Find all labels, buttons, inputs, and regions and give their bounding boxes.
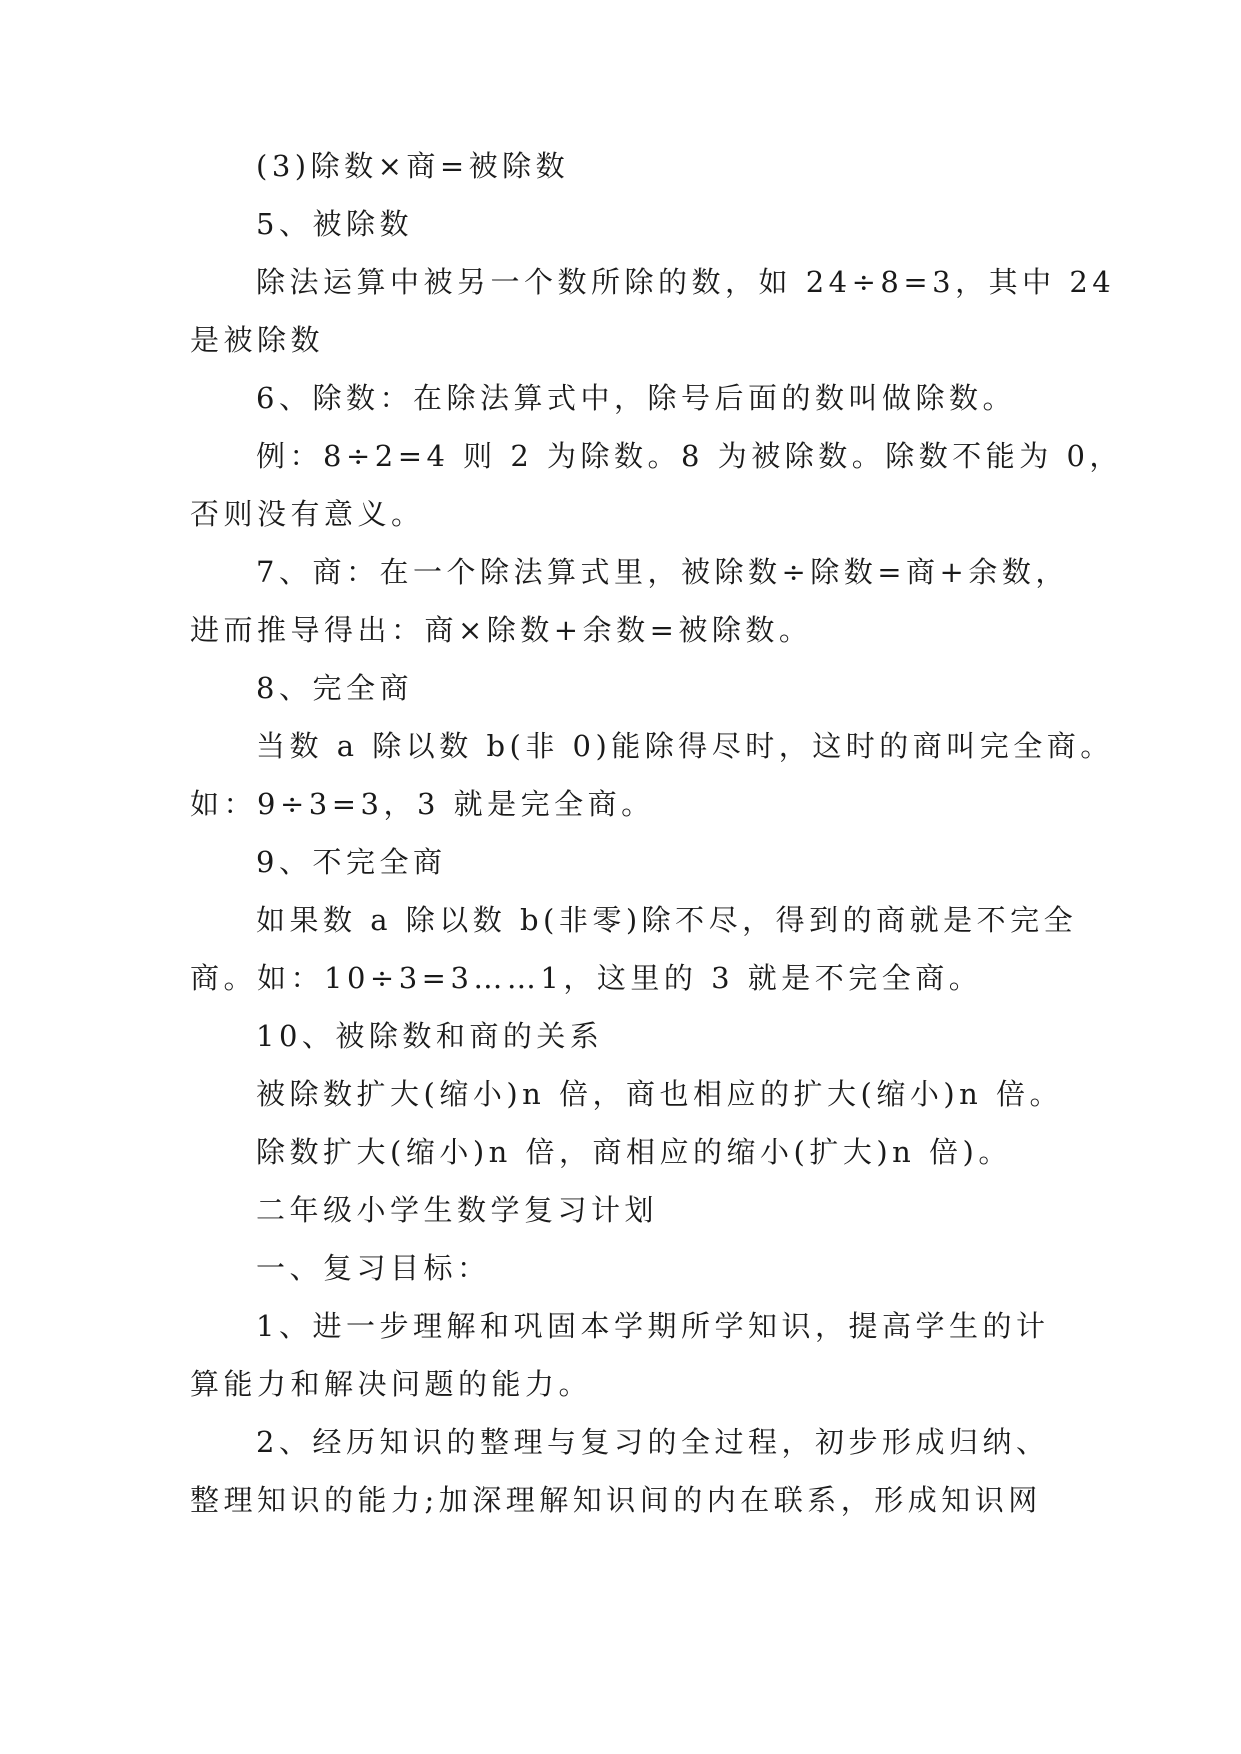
text-line: 如果数 a 除以数 b(非零)除不尽，得到的商就是不完全 bbox=[256, 903, 1078, 937]
text-line: 2、经历知识的整理与复习的全过程，初步形成归纳、 bbox=[256, 1425, 1050, 1459]
text-line: 6、除数：在除法算式中，除号后面的数叫做除数。 bbox=[256, 381, 1016, 415]
text-line: 1、进一步理解和巩固本学期所学知识，提高学生的计 bbox=[256, 1309, 1050, 1343]
text-line: 进而推导得出：商×除数+余数=被除数。 bbox=[190, 613, 813, 647]
text-line: 除法运算中被另一个数所除的数，如 24÷8=3，其中 24 bbox=[256, 265, 1116, 299]
text-line: 是被除数 bbox=[190, 323, 325, 357]
text-line: 例：8÷2=4 则 2 为除数。8 为被除数。除数不能为 0， bbox=[256, 439, 1123, 473]
text-line: 当数 a 除以数 b(非 0)能除得尽时，这时的商叫完全商。 bbox=[256, 729, 1114, 763]
text-line: 商。如：10÷3=3……1，这里的 3 就是不完全商。 bbox=[190, 961, 983, 995]
text-line: 否则没有意义。 bbox=[190, 497, 425, 531]
document-title: 二年级小学生数学复习计划 bbox=[256, 1193, 659, 1227]
text-line: (3)除数×商=被除数 bbox=[256, 149, 570, 183]
text-line: 算能力和解决问题的能力。 bbox=[190, 1367, 593, 1401]
section-heading: 9、不完全商 bbox=[256, 845, 447, 879]
text-line: 整理知识的能力;加深理解知识间的内在联系，形成知识网 bbox=[190, 1483, 1042, 1517]
section-heading: 5、被除数 bbox=[256, 207, 413, 241]
text-line: 7、商：在一个除法算式里，被除数÷除数=商+余数， bbox=[256, 555, 1069, 589]
section-heading: 一、复习目标： bbox=[256, 1251, 491, 1285]
text-line: 除数扩大(缩小)n 倍，商相应的缩小(扩大)n 倍)。 bbox=[256, 1135, 1012, 1169]
text-line: 如：9÷3=3，3 就是完全商。 bbox=[190, 787, 655, 821]
section-heading: 8、完全商 bbox=[256, 671, 413, 705]
section-heading: 10、被除数和商的关系 bbox=[256, 1019, 604, 1053]
text-line: 被除数扩大(缩小)n 倍，商也相应的扩大(缩小)n 倍。 bbox=[256, 1077, 1064, 1111]
